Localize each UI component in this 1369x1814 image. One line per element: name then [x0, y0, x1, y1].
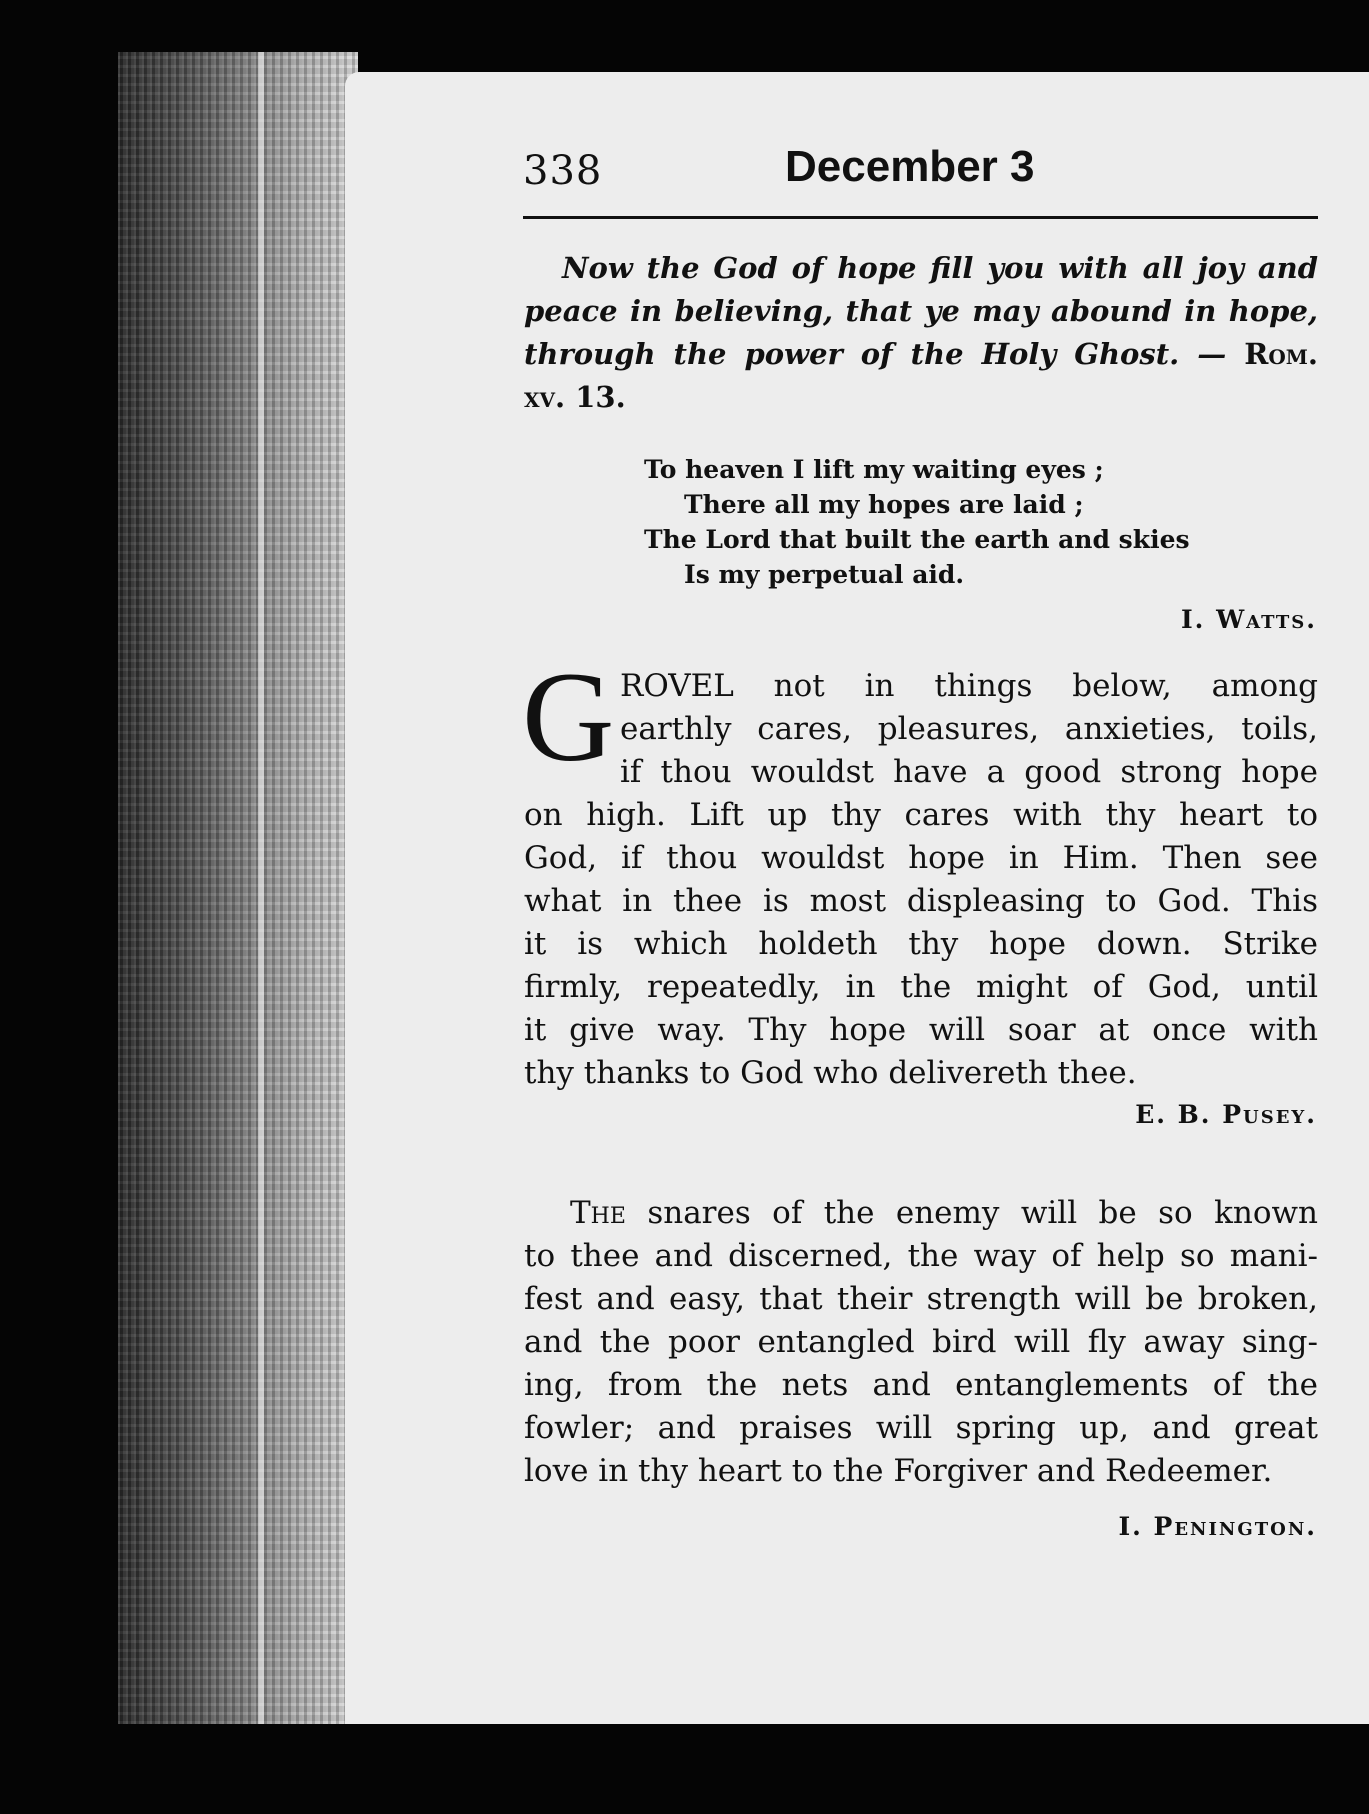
passage-line: God, if thou wouldst hope in Him. Then see [524, 840, 1318, 876]
passage-first-line [524, 1192, 1318, 1235]
passage-line: firmly, repeatedly, in the might of God, until [524, 969, 1318, 1005]
lead-word: The [570, 1195, 626, 1231]
page-heading: December 3 [785, 142, 1035, 191]
page-number: 338 [523, 148, 603, 194]
passage-line: what in thee is most displeasing to God. This [524, 883, 1318, 919]
passage-line: on high. Lift up thy cares with thy heart to [524, 797, 1318, 833]
passage-line: thy thanks to God who delivereth thee. [524, 1055, 1137, 1091]
poem-line: There all my hopes are laid ; [684, 490, 1084, 519]
passage-line: it is which holdeth thy hope down. Strike [524, 926, 1318, 962]
drop-cap: G [522, 646, 615, 788]
passage-line: earthly cares, pleasures, anxieties, toils, [620, 711, 1318, 747]
poem-line: Is my perpetual aid. [684, 560, 965, 589]
book-page-edges [118, 52, 358, 1724]
passage-line: it give way. Thy hope will soar at once with [524, 1012, 1318, 1048]
penington-attribution: I. Penington. [1118, 1512, 1317, 1541]
passage-line: fowler; and praises will spring up, and great [524, 1410, 1318, 1446]
epigraph-scripture [524, 247, 1318, 419]
poem-attribution: I. Watts. [1180, 605, 1317, 634]
passage-line: to thee and discerned, the way of help so mani- [524, 1238, 1318, 1274]
scripture-reference-verse: xv. 13. [524, 380, 626, 414]
scripture-reference: Rom. [1244, 337, 1318, 371]
passage-line: and the poor entangled bird will fly away sing- [524, 1324, 1318, 1360]
passage-line: if thou wouldst have a good strong hope [620, 754, 1318, 790]
passage-line: ROVEL not in things below, among [620, 668, 1318, 704]
epigraph-line-with-reference [524, 333, 1318, 376]
penington-passage [524, 1192, 1318, 1493]
passage-line: ing, from the nets and entanglements of the [524, 1367, 1318, 1403]
header-rule [523, 216, 1318, 219]
poem-stanza [644, 452, 1190, 592]
pusey-attribution: E. B. Pusey. [1135, 1100, 1317, 1129]
passage-line: love in thy heart to the Forgiver and Redeemer. [524, 1453, 1273, 1489]
passage-line: fest and easy, that their strength will be broken, [524, 1281, 1318, 1317]
poem-line: To heaven I lift my waiting eyes ; [644, 455, 1104, 484]
poem-line: The Lord that built the earth and skies [644, 525, 1190, 554]
epigraph-line: peace in believing, that ye may abound in hope, [524, 294, 1318, 328]
passage-line: snares of the enemy will be so known [625, 1195, 1318, 1231]
epigraph-line: through the power of the Holy Ghost. — [524, 337, 1227, 371]
pusey-passage [524, 665, 1318, 1095]
epigraph-line: Now the God of hope fill you with all joy and [562, 251, 1318, 285]
